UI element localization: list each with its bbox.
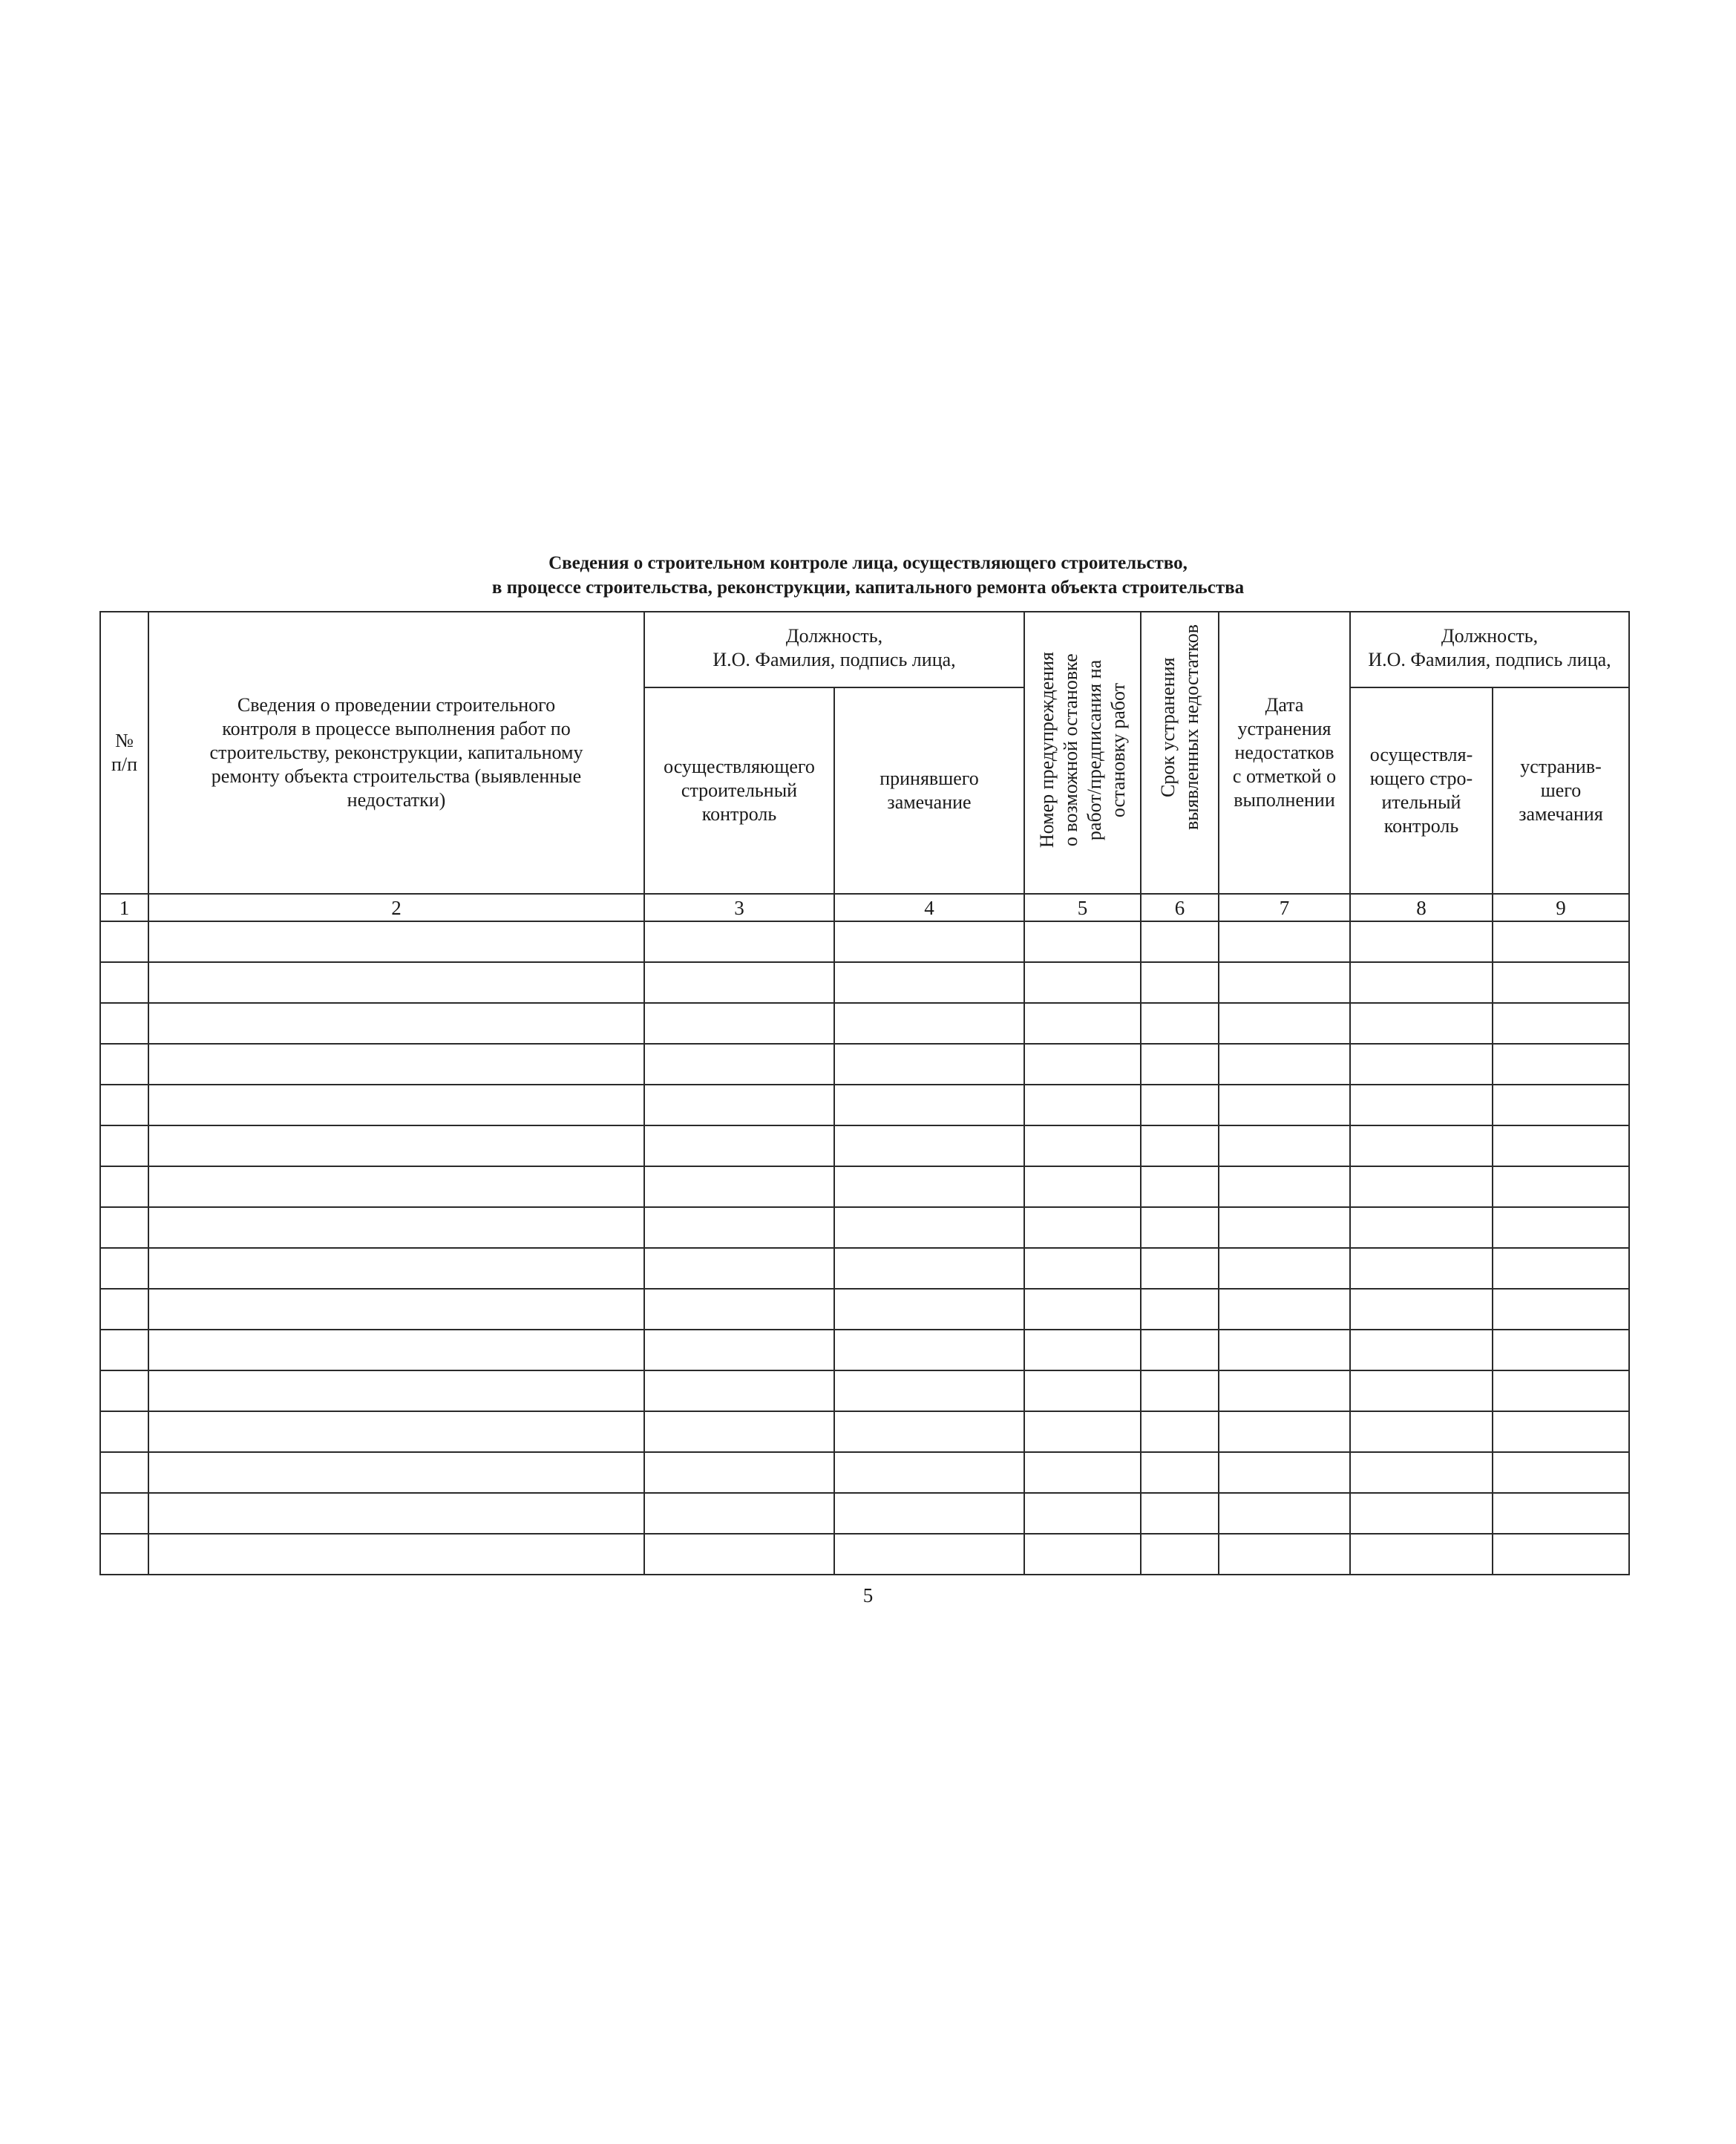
table-cell[interactable] bbox=[1024, 1166, 1141, 1207]
table-cell[interactable] bbox=[1024, 1003, 1141, 1044]
table-cell[interactable] bbox=[148, 1248, 644, 1289]
table-cell[interactable] bbox=[644, 1044, 834, 1085]
table-cell[interactable] bbox=[1219, 921, 1350, 962]
document-title-line-1: Сведения о строительном контроле лица, осуществляющего строительство, bbox=[548, 553, 1188, 573]
document-title-line-2: в процессе строительства, реконструкции, капитального ремонта объекта строительства bbox=[491, 578, 1245, 598]
table-cell[interactable] bbox=[1493, 962, 1629, 1003]
table-cell[interactable] bbox=[1350, 1330, 1493, 1370]
table-cell[interactable] bbox=[1350, 1248, 1493, 1289]
table-cell[interactable] bbox=[148, 1166, 644, 1207]
table-cell[interactable] bbox=[644, 1330, 834, 1370]
table-cell[interactable] bbox=[1141, 1207, 1219, 1248]
table-cell[interactable] bbox=[834, 1125, 1024, 1166]
table-cell[interactable] bbox=[1141, 921, 1219, 962]
table-row bbox=[100, 1166, 1629, 1207]
table-cell[interactable] bbox=[1219, 1248, 1350, 1289]
table-cell[interactable] bbox=[1493, 1044, 1629, 1085]
table-cell[interactable] bbox=[644, 1003, 834, 1044]
header-col-9-fixer: устранив- шего замечания bbox=[1493, 687, 1629, 894]
table-cell[interactable] bbox=[1024, 1085, 1141, 1125]
table-row bbox=[100, 1452, 1629, 1493]
table-cell[interactable] bbox=[1219, 1534, 1350, 1575]
column-number: 7 bbox=[1219, 894, 1350, 921]
table-cell[interactable] bbox=[1493, 1003, 1629, 1044]
table-cell[interactable] bbox=[644, 1289, 834, 1330]
table-cell[interactable] bbox=[1024, 1289, 1141, 1330]
table-row bbox=[100, 1493, 1629, 1534]
table-cell[interactable] bbox=[1350, 1452, 1493, 1493]
table-cell[interactable] bbox=[1219, 1289, 1350, 1330]
table-cell[interactable] bbox=[148, 1493, 644, 1534]
table-cell[interactable] bbox=[100, 1330, 148, 1370]
table-cell[interactable] bbox=[148, 1085, 644, 1125]
table-cell[interactable] bbox=[1493, 1370, 1629, 1411]
table-cell[interactable] bbox=[1493, 1534, 1629, 1575]
header-col-1-number: № п/п bbox=[100, 612, 148, 894]
table-cell[interactable] bbox=[1141, 962, 1219, 1003]
table-cell[interactable] bbox=[1493, 921, 1629, 962]
table-cell[interactable] bbox=[644, 1534, 834, 1575]
table-cell[interactable] bbox=[100, 962, 148, 1003]
table-cell[interactable] bbox=[834, 1534, 1024, 1575]
table-cell[interactable] bbox=[1024, 1452, 1141, 1493]
table-cell[interactable] bbox=[1141, 1044, 1219, 1085]
table-cell[interactable] bbox=[1141, 1493, 1219, 1534]
table-cell[interactable] bbox=[100, 1452, 148, 1493]
table-cell[interactable] bbox=[1219, 1085, 1350, 1125]
header-group-position-1: Должность, И.О. Фамилия, подпись лица, bbox=[644, 612, 1024, 687]
header-col-3-controller: осуществляющего строительный контроль bbox=[644, 687, 834, 894]
table-cell[interactable] bbox=[644, 1493, 834, 1534]
table-cell[interactable] bbox=[148, 921, 644, 962]
column-number: 9 bbox=[1493, 894, 1629, 921]
table-cell[interactable] bbox=[834, 1452, 1024, 1493]
table-cell[interactable] bbox=[1350, 1534, 1493, 1575]
table-cell[interactable] bbox=[834, 1411, 1024, 1452]
column-number: 5 bbox=[1024, 894, 1141, 921]
table-cell[interactable] bbox=[1219, 1207, 1350, 1248]
table-cell[interactable] bbox=[644, 921, 834, 962]
construction-control-table bbox=[99, 611, 1630, 1575]
table-cell[interactable] bbox=[1219, 1493, 1350, 1534]
table-cell[interactable] bbox=[1219, 1166, 1350, 1207]
table-cell[interactable] bbox=[100, 1003, 148, 1044]
table-cell[interactable] bbox=[100, 1411, 148, 1452]
table-cell[interactable] bbox=[834, 962, 1024, 1003]
table-cell[interactable] bbox=[834, 1370, 1024, 1411]
table-cell[interactable] bbox=[834, 1166, 1024, 1207]
table-cell[interactable] bbox=[1350, 962, 1493, 1003]
column-number-row bbox=[100, 894, 1629, 921]
table-cell[interactable] bbox=[148, 1370, 644, 1411]
table-row bbox=[100, 1207, 1629, 1248]
table-cell[interactable] bbox=[1350, 921, 1493, 962]
table-cell[interactable] bbox=[1141, 1452, 1219, 1493]
table-cell[interactable] bbox=[1493, 1411, 1629, 1452]
table-cell[interactable] bbox=[100, 1248, 148, 1289]
table-cell[interactable] bbox=[834, 1085, 1024, 1125]
table-cell[interactable] bbox=[1141, 1085, 1219, 1125]
table-cell[interactable] bbox=[1024, 1125, 1141, 1166]
table-cell[interactable] bbox=[148, 1534, 644, 1575]
table-row bbox=[100, 921, 1629, 962]
table-cell[interactable] bbox=[1219, 1411, 1350, 1452]
table-row bbox=[100, 1125, 1629, 1166]
header-col-2-details: Сведения о проведении строительного контроля в процессе выполнения работ по строительству, реконструкции, капитальному ремонту объекта строительства (выявленные недостатки) bbox=[148, 612, 644, 894]
table-cell[interactable] bbox=[1219, 1003, 1350, 1044]
table-row bbox=[100, 1289, 1629, 1330]
table-cell[interactable] bbox=[100, 1207, 148, 1248]
table-cell[interactable] bbox=[834, 1289, 1024, 1330]
table-cell[interactable] bbox=[644, 1452, 834, 1493]
table-cell[interactable] bbox=[1350, 1207, 1493, 1248]
header-col-6-deadline: Срок устранения выявленных недостатков bbox=[1141, 612, 1219, 894]
table-cell[interactable] bbox=[1024, 1207, 1141, 1248]
table-cell[interactable] bbox=[148, 1411, 644, 1452]
table-cell[interactable] bbox=[1219, 1125, 1350, 1166]
table-cell[interactable] bbox=[1024, 1248, 1141, 1289]
table-cell[interactable] bbox=[1141, 1411, 1219, 1452]
table-cell[interactable] bbox=[1141, 1370, 1219, 1411]
table-cell[interactable] bbox=[1350, 1370, 1493, 1411]
table-cell[interactable] bbox=[148, 1289, 644, 1330]
table-row bbox=[100, 1534, 1629, 1575]
table-cell[interactable] bbox=[1350, 1125, 1493, 1166]
header-col-5-warning-number: Номер предупреждения о возможной остановке работ/предписания на остановку работ bbox=[1024, 612, 1141, 894]
table-cell[interactable] bbox=[100, 1085, 148, 1125]
table-cell[interactable] bbox=[100, 1166, 148, 1207]
table-cell[interactable] bbox=[834, 1044, 1024, 1085]
table-cell[interactable] bbox=[834, 1330, 1024, 1370]
table-cell[interactable] bbox=[1141, 1166, 1219, 1207]
table-cell[interactable] bbox=[148, 1044, 644, 1085]
table-cell[interactable] bbox=[100, 1289, 148, 1330]
page-number: 5 bbox=[862, 1584, 874, 1607]
table-cell[interactable] bbox=[100, 921, 148, 962]
table-cell[interactable] bbox=[1219, 1370, 1350, 1411]
header-col-4-acceptor: принявшего замечание bbox=[834, 687, 1024, 894]
table-cell[interactable] bbox=[644, 1085, 834, 1125]
table-cell[interactable] bbox=[644, 1166, 834, 1207]
table-cell[interactable] bbox=[1493, 1166, 1629, 1207]
table-cell[interactable] bbox=[1141, 1330, 1219, 1370]
table-cell[interactable] bbox=[1219, 1044, 1350, 1085]
column-number: 4 bbox=[834, 894, 1024, 921]
table-cell[interactable] bbox=[1350, 1166, 1493, 1207]
table-cell[interactable] bbox=[1219, 1452, 1350, 1493]
table-cell[interactable] bbox=[148, 1003, 644, 1044]
table-cell[interactable] bbox=[1141, 1003, 1219, 1044]
table-cell[interactable] bbox=[644, 1370, 834, 1411]
table-row bbox=[100, 962, 1629, 1003]
table-cell[interactable] bbox=[1493, 1452, 1629, 1493]
table-cell[interactable] bbox=[1350, 1085, 1493, 1125]
table-row bbox=[100, 1411, 1629, 1452]
header-col-8-controller: осуществля- ющего стро- ительный контроль bbox=[1350, 687, 1493, 894]
table-cell[interactable] bbox=[1493, 1125, 1629, 1166]
table-cell[interactable] bbox=[100, 1370, 148, 1411]
header-col-7-fix-date: Дата устранения недостатков с отметкой о выполнении bbox=[1219, 612, 1350, 894]
table-cell[interactable] bbox=[1493, 1289, 1629, 1330]
table-cell[interactable] bbox=[1141, 1125, 1219, 1166]
table-cell[interactable] bbox=[148, 1207, 644, 1248]
table-cell[interactable] bbox=[1350, 1411, 1493, 1452]
table-cell[interactable] bbox=[1024, 921, 1141, 962]
table-cell[interactable] bbox=[148, 1125, 644, 1166]
table-row bbox=[100, 1370, 1629, 1411]
table-cell[interactable] bbox=[1141, 1534, 1219, 1575]
table-row bbox=[100, 1085, 1629, 1125]
table-cell[interactable] bbox=[100, 1493, 148, 1534]
table-cell[interactable] bbox=[1350, 1003, 1493, 1044]
table-cell[interactable] bbox=[1024, 1044, 1141, 1085]
table-cell[interactable] bbox=[100, 1534, 148, 1575]
table-row bbox=[100, 1044, 1629, 1085]
table-cell[interactable] bbox=[834, 1003, 1024, 1044]
table-cell[interactable] bbox=[100, 1044, 148, 1085]
table-cell[interactable] bbox=[644, 1207, 834, 1248]
table-cell[interactable] bbox=[1350, 1493, 1493, 1534]
column-number: 3 bbox=[644, 894, 834, 921]
table-cell[interactable] bbox=[148, 1330, 644, 1370]
column-number: 6 bbox=[1141, 894, 1219, 921]
table-row bbox=[100, 1330, 1629, 1370]
table-row bbox=[100, 1248, 1629, 1289]
table-cell[interactable] bbox=[1024, 1493, 1141, 1534]
header-group-position-2: Должность, И.О. Фамилия, подпись лица, bbox=[1350, 612, 1629, 687]
table-cell[interactable] bbox=[1493, 1207, 1629, 1248]
column-number: 2 bbox=[148, 894, 644, 921]
column-number: 1 bbox=[100, 894, 148, 921]
table-cell[interactable] bbox=[1350, 1289, 1493, 1330]
table-cell[interactable] bbox=[1024, 962, 1141, 1003]
table-cell[interactable] bbox=[148, 962, 644, 1003]
table-cell[interactable] bbox=[644, 1125, 834, 1166]
table-cell[interactable] bbox=[644, 1248, 834, 1289]
table-cell[interactable] bbox=[1024, 1411, 1141, 1452]
column-number: 8 bbox=[1350, 894, 1493, 921]
table-cell[interactable] bbox=[1141, 1289, 1219, 1330]
table-cell[interactable] bbox=[1493, 1085, 1629, 1125]
table-cell[interactable] bbox=[834, 1207, 1024, 1248]
table-cell[interactable] bbox=[1350, 1044, 1493, 1085]
table-cell[interactable] bbox=[644, 962, 834, 1003]
table-cell[interactable] bbox=[834, 1493, 1024, 1534]
table-cell[interactable] bbox=[100, 1125, 148, 1166]
table-row bbox=[100, 1003, 1629, 1044]
table-cell[interactable] bbox=[148, 1452, 644, 1493]
header-row-1 bbox=[100, 612, 1629, 687]
table-cell[interactable] bbox=[1493, 1330, 1629, 1370]
table-cell[interactable] bbox=[1493, 1493, 1629, 1534]
table-cell[interactable] bbox=[834, 921, 1024, 962]
table-cell[interactable] bbox=[1141, 1248, 1219, 1289]
table-cell[interactable] bbox=[1493, 1248, 1629, 1289]
table-cell[interactable] bbox=[1024, 1330, 1141, 1370]
table-cell[interactable] bbox=[1219, 1330, 1350, 1370]
table-cell[interactable] bbox=[1024, 1534, 1141, 1575]
table-cell[interactable] bbox=[1219, 962, 1350, 1003]
table-cell[interactable] bbox=[834, 1248, 1024, 1289]
table-cell[interactable] bbox=[644, 1411, 834, 1452]
table-cell[interactable] bbox=[1024, 1370, 1141, 1411]
